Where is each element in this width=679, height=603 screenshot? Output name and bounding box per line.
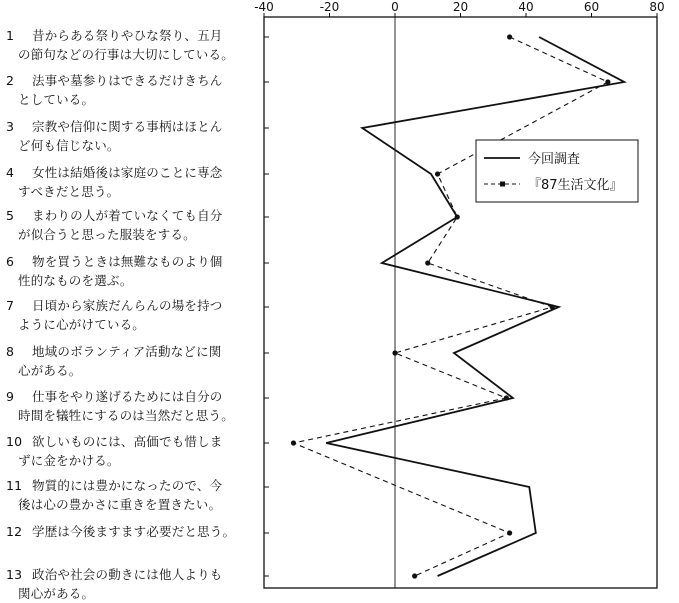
x-tick-label: 40 — [518, 0, 534, 14]
item-text-line1: 日頃から家族だんらんの場を持つ — [32, 298, 223, 313]
legend-marker — [500, 182, 505, 187]
legend-label-2: 『87生活文化』 — [528, 178, 623, 193]
series-point-2 — [392, 350, 397, 355]
series-point-2 — [412, 573, 417, 578]
item-text-line2: ど何も信じない。 — [18, 138, 120, 153]
x-tick-label: 80 — [649, 0, 665, 14]
x-tick-label: 20 — [452, 0, 469, 14]
series-point-2 — [291, 440, 296, 445]
item-text-line2: ように心がけている。 — [18, 317, 146, 332]
item-number: 6 — [6, 254, 15, 269]
item-number: 13 — [6, 567, 23, 582]
item-text-line1: 欲しいものには、高価でも惜しま — [32, 434, 223, 449]
x-tick-label: -20 — [319, 0, 340, 14]
legend-label-1: 今回調査 — [528, 152, 581, 167]
item-text-line1: 法事や墓参りはできるだけきちん — [32, 73, 223, 88]
series-line-2 — [293, 37, 607, 576]
item-number: 7 — [6, 298, 15, 313]
item-text-line1: 物を買うときは無難なものより個 — [32, 254, 223, 269]
plot-frame — [264, 17, 657, 588]
series-point-2 — [504, 395, 509, 400]
item-number: 5 — [6, 208, 15, 223]
item-text-line1: 学歴は今後ますます必要だと思う。 — [32, 524, 236, 539]
item-text-line1: 宗教や信仰に関する事柄はほとん — [32, 119, 223, 134]
item-text-line1: 物質的には豊かになったので、今 — [32, 478, 223, 493]
item-text-line2: 性的なものを選ぶ。 — [18, 273, 133, 288]
series-point-2 — [425, 260, 430, 265]
item-number: 4 — [6, 165, 15, 180]
item-text-line2: が似合うと思った服装をする。 — [18, 227, 196, 242]
item-text-line1: 女性は結婚後は家庭のことに専念 — [32, 165, 223, 180]
series-point-2 — [507, 530, 512, 535]
item-number: 1 — [6, 28, 15, 43]
series-point-2 — [550, 304, 555, 309]
item-text-line2: の節句などの行事は大切にしている。 — [18, 47, 234, 62]
item-number: 10 — [6, 434, 23, 449]
item-text-line2: ずに金をかける。 — [18, 453, 120, 468]
item-number: 9 — [6, 389, 15, 404]
x-tick-label: 0 — [391, 0, 399, 14]
item-number: 8 — [6, 344, 15, 359]
item-number: 11 — [6, 478, 23, 493]
item-text-line1: 昔からある祭りやひな祭り、五月 — [32, 28, 223, 43]
series-point-2 — [455, 214, 460, 219]
item-text-line2: 後は心の豊かさに重きを置きたい。 — [18, 497, 222, 512]
item-number: 3 — [6, 119, 15, 134]
series-point-2 — [605, 79, 610, 84]
item-text-line1: 政治や社会の動きには他人よりも — [32, 567, 223, 582]
item-text-line1: 仕事をやり遂げるためには自分の — [32, 389, 223, 404]
x-tick-label: 60 — [583, 0, 600, 14]
item-number: 2 — [6, 73, 15, 88]
item-text-line2: すべきだと思う。 — [18, 184, 120, 199]
item-text-line1: まわりの人が着ていなくても自分 — [32, 208, 223, 223]
series-point-2 — [435, 171, 440, 176]
item-text-line2: 時間を犠牲にするのは当然だと思う。 — [18, 408, 234, 423]
series-line-1 — [326, 37, 624, 576]
item-text-line2: としている。 — [18, 92, 95, 107]
item-text-line2: 関心がある。 — [18, 586, 95, 601]
item-text-line2: 心がある。 — [18, 363, 82, 378]
series-point-2 — [507, 34, 512, 39]
item-text-line1: 地域のボランティア活動などに関 — [32, 344, 222, 359]
item-number: 12 — [6, 524, 23, 539]
x-tick-label: -40 — [254, 0, 274, 14]
